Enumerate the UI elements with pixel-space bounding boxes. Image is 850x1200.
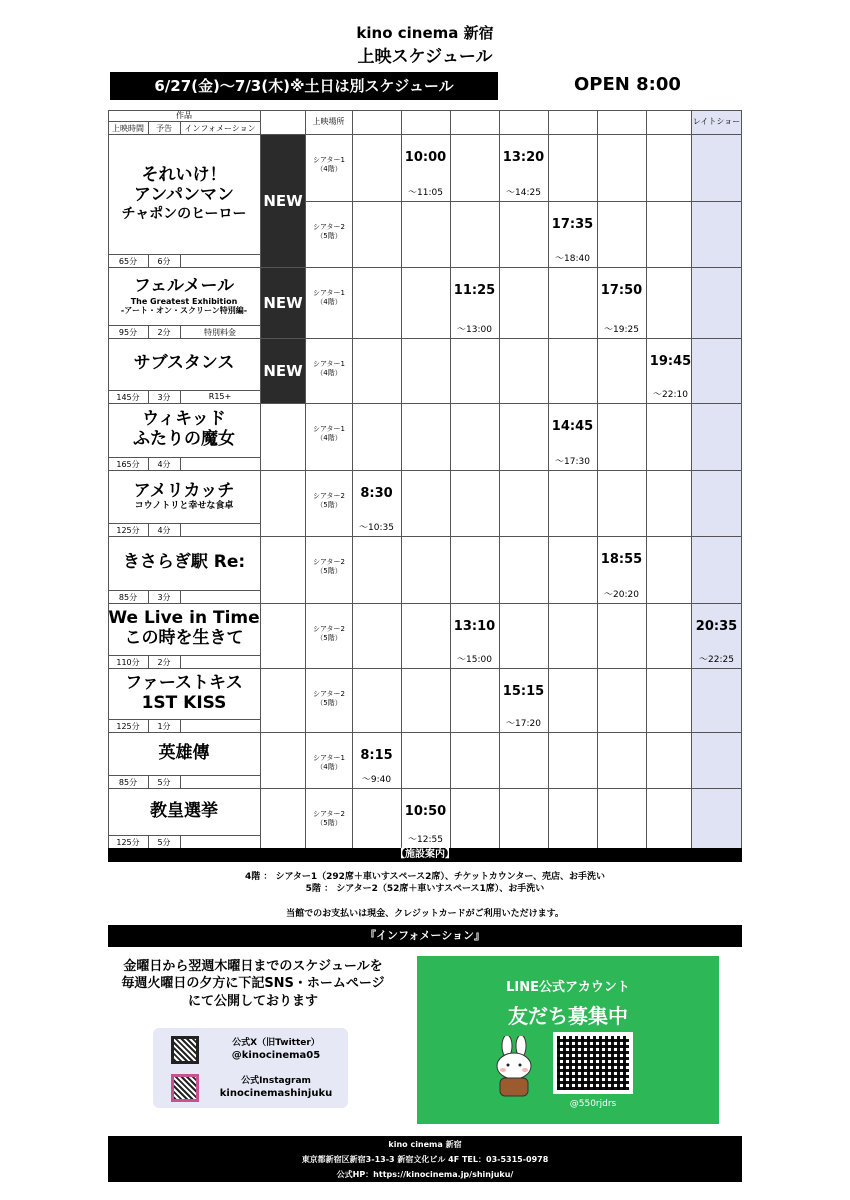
x-handle: @kinocinema05 — [231, 1050, 321, 1062]
film-title — [108, 732, 260, 775]
film-runtime: 125分 — [116, 526, 140, 535]
open-time: OPEN 8:00 — [574, 74, 681, 95]
grid-line — [305, 201, 742, 202]
theater-label — [306, 223, 352, 241]
theater-label — [306, 156, 352, 174]
information-heading: 『インフォメーション』 — [108, 925, 742, 947]
theater-floor: （4階） — [316, 164, 342, 173]
film-trailer: 4分 — [157, 460, 171, 469]
film-title-line: The Greatest Exhibition — [130, 296, 238, 306]
facility-floor5: 5階 ： シアター2（52席＋車いすスペース1席）、お手洗い — [305, 884, 545, 894]
showtime-end: ～20:20 — [604, 590, 639, 600]
grid-line — [180, 590, 181, 603]
header-work: 作品 — [176, 111, 192, 120]
grid-line — [180, 457, 181, 470]
schedule-grid — [108, 110, 742, 848]
footer-name: kino cinema 新宿 — [388, 1140, 462, 1149]
x-qr-code[interactable] — [171, 1036, 199, 1064]
showtime-end: ～12:55 — [408, 835, 443, 845]
line-account-panel — [417, 956, 719, 1124]
theater-floor: （5階） — [316, 633, 342, 642]
line-qr-code[interactable] — [553, 1032, 633, 1094]
theater-label — [306, 558, 352, 576]
grid-line — [108, 457, 260, 458]
showtime-end: ～22:25 — [699, 655, 734, 665]
theater-floor: （4階） — [316, 433, 342, 442]
showtime-end: ～15:00 — [457, 655, 492, 665]
instagram-account[interactable] — [211, 1075, 341, 1101]
new-badge: NEW — [263, 191, 303, 210]
grid-line — [260, 110, 261, 848]
film-title-line: きさらぎ駅 Re: — [122, 552, 246, 573]
film-trailer: 3分 — [157, 593, 171, 602]
instagram-label: 公式Instagram — [241, 1076, 311, 1086]
header-information: インフォメーション — [184, 124, 256, 133]
film-title-line: アンパンマン — [133, 184, 235, 205]
film-info: 特別料金 — [204, 328, 236, 337]
theater-name: シアター2 — [313, 223, 345, 231]
grid-line — [108, 121, 260, 122]
theater-name: シアター1 — [313, 754, 345, 762]
grid-line — [180, 254, 181, 267]
film-title — [108, 788, 260, 835]
grid-line — [108, 523, 260, 524]
showtime-end: ～19:25 — [604, 325, 639, 335]
film-trailer: 2分 — [157, 658, 171, 667]
film-title — [108, 338, 260, 390]
line-id: @550rjdrs — [569, 1099, 617, 1109]
instagram-handle: kinocinemashinjuku — [219, 1088, 333, 1100]
showtime-start: 20:35 — [695, 619, 738, 634]
line-cta: 友だち募集中 — [508, 1004, 628, 1028]
showtime-end: ～22:10 — [653, 390, 688, 400]
sns-box — [153, 1028, 348, 1108]
grid-line — [352, 110, 353, 848]
theater-name: シアター2 — [313, 810, 345, 818]
theater-floor: （5階） — [316, 231, 342, 240]
grid-line — [450, 110, 451, 848]
showtime-end: ～18:40 — [555, 254, 590, 264]
film-title — [108, 403, 260, 457]
grid-line — [741, 110, 742, 848]
header-venue: 上映場所 — [312, 117, 345, 126]
new-badge: NEW — [263, 361, 303, 380]
grid-line — [646, 110, 647, 848]
line-title: LINE公式アカウント — [506, 980, 630, 995]
header-late-show: レイトショー — [692, 117, 741, 126]
showtime-end: ～17:20 — [506, 719, 541, 729]
payment-note: 当館でのお支払いは現金、クレジットカードがご利用いただけます。 — [286, 909, 564, 919]
theater-label — [306, 360, 352, 378]
film-trailer: 1分 — [157, 722, 171, 731]
showtime-start: 14:45 — [551, 419, 594, 434]
date-range-banner: 6/27(金)～7/3(木)※土日は別スケジュール — [110, 72, 498, 100]
film-runtime: 95分 — [118, 328, 138, 337]
film-runtime: 145分 — [116, 393, 140, 402]
theater-name: シアター1 — [313, 425, 345, 433]
footer-homepage[interactable]: 公式HP：https://kinocinema.jp/shinjuku/ — [336, 1170, 514, 1179]
theater-label — [306, 690, 352, 708]
grid-line — [401, 110, 402, 848]
film-runtime: 165分 — [116, 460, 140, 469]
film-title-line: 教皇選挙 — [150, 800, 218, 821]
theater-name: シアター2 — [313, 558, 345, 566]
theater-label — [306, 625, 352, 643]
film-title — [108, 536, 260, 590]
grid-line — [597, 110, 598, 848]
theater-floor: （5階） — [316, 566, 342, 575]
theater-label — [306, 492, 352, 510]
showtime-start: 17:35 — [551, 217, 594, 232]
film-title-line: それいけ！ — [141, 165, 227, 186]
grid-line — [180, 523, 181, 536]
film-trailer: 5分 — [157, 778, 171, 787]
film-title-line: We Live in Time — [108, 608, 260, 629]
new-badge: NEW — [263, 293, 303, 312]
theater-floor: （4階） — [316, 762, 342, 771]
film-title-line: ファーストキス — [125, 672, 243, 693]
showtime-end: ～11:05 — [408, 188, 443, 198]
schedule-title: 上映スケジュール — [357, 47, 493, 67]
theater-floor: （5階） — [316, 818, 342, 827]
theater-name: シアター2 — [313, 625, 345, 633]
film-title-line: コウノトリと幸せな食卓 — [134, 501, 234, 512]
film-runtime: 65分 — [118, 257, 138, 266]
facility-floor4: 4階 ： シアター1（292席＋車いすスペース2席）、チケットカウンター、売店、お手洗い — [244, 872, 606, 882]
theater-floor: （4階） — [316, 297, 342, 306]
film-title — [108, 267, 260, 325]
grid-line — [180, 775, 181, 788]
grid-line — [108, 325, 260, 326]
theater-name: シアター1 — [313, 156, 345, 164]
showtime-end: ～17:30 — [555, 457, 590, 467]
film-title-line: 英雄傳 — [158, 742, 210, 763]
showtime-start: 8:30 — [360, 486, 393, 501]
showtime-start: 17:50 — [600, 283, 643, 298]
bunny-mascot-icon — [489, 1036, 539, 1098]
header-runtime: 上映時間 — [112, 124, 144, 133]
film-title-line: アメリカッチ — [133, 480, 235, 501]
theater-label — [306, 425, 352, 443]
showtime-start: 8:15 — [360, 748, 393, 763]
showtime-end: ～9:40 — [361, 775, 392, 785]
grid-line — [108, 254, 260, 255]
showtime-start: 15:15 — [502, 684, 545, 699]
showtime-start: 11:25 — [453, 283, 496, 298]
film-trailer: 5分 — [157, 838, 171, 847]
theater-floor: （4階） — [316, 368, 342, 377]
theater-name: シアター2 — [313, 492, 345, 500]
showtime-start: 13:10 — [453, 619, 496, 634]
film-title-line: チャポンのヒーロー — [121, 205, 247, 222]
grid-line — [691, 110, 692, 848]
x-account[interactable] — [211, 1037, 341, 1063]
film-title-line: この時を生きて — [124, 628, 244, 648]
film-title-line: -アート・オン・スクリーン特別編- — [120, 305, 248, 315]
footer-address: 東京都新宿区新宿3-13-3 新宿文化ビル 4F TEL：03-5315-0978 — [301, 1155, 549, 1164]
grid-line — [108, 835, 260, 836]
film-runtime: 85分 — [118, 778, 138, 787]
film-title — [108, 470, 260, 523]
theater-name: シアター1 — [313, 360, 345, 368]
grid-line — [108, 775, 260, 776]
grid-line — [180, 835, 181, 848]
film-title — [108, 603, 260, 655]
grid-line — [108, 655, 260, 656]
showtime-start: 19:45 — [649, 354, 692, 369]
showtime-start: 13:20 — [502, 150, 545, 165]
film-runtime: 85分 — [118, 593, 138, 602]
header-trailer: 予告 — [156, 124, 172, 133]
film-runtime: 110分 — [116, 658, 140, 667]
theater-floor: （5階） — [316, 500, 342, 509]
film-trailer: 4分 — [157, 526, 171, 535]
theater-name: シアター2 — [313, 690, 345, 698]
theater-label — [306, 289, 352, 307]
late-show-column — [691, 110, 742, 848]
notice-line: にて公開しております — [187, 993, 318, 1009]
grid-line — [180, 719, 181, 732]
film-title — [108, 134, 260, 254]
footer — [108, 1136, 742, 1182]
film-title-line: ウィキッド — [142, 409, 226, 430]
showtime-start: 10:50 — [404, 804, 447, 819]
showtime-end: ～10:35 — [359, 523, 394, 533]
theater-name: シアター1 — [313, 289, 345, 297]
notice-line: 毎週火曜日の夕方に下記SNS・ホームページ — [121, 976, 385, 992]
schedule-notice — [108, 958, 398, 1010]
film-trailer: 6分 — [157, 257, 171, 266]
theater-floor: （5階） — [316, 698, 342, 707]
film-info: R15+ — [208, 392, 232, 401]
showtime-end: ～14:25 — [506, 188, 541, 198]
instagram-qr-code[interactable] — [171, 1074, 199, 1102]
film-title — [108, 668, 260, 719]
facility-heading: 【施設案内】 — [108, 848, 742, 862]
grid-line — [499, 110, 500, 848]
showtime-start: 18:55 — [600, 552, 643, 567]
film-title-line: フェルメール — [133, 276, 235, 297]
film-title-line: 1ST KISS — [141, 692, 227, 713]
grid-line — [108, 719, 260, 720]
grid-line — [180, 655, 181, 668]
film-trailer: 2分 — [157, 328, 171, 337]
film-title-line: ふたりの魔女 — [133, 429, 235, 449]
film-trailer: 3分 — [157, 393, 171, 402]
theater-label — [306, 810, 352, 828]
theater-label — [306, 754, 352, 772]
grid-line — [305, 110, 306, 848]
film-title-line: サブスタンス — [133, 353, 235, 374]
showtime-start: 10:00 — [404, 150, 447, 165]
showtime-end: ～13:00 — [457, 325, 492, 335]
cinema-name: kino cinema 新宿 — [356, 24, 494, 42]
grid-line — [108, 590, 260, 591]
notice-line: 金曜日から翌週木曜日までのスケジュールを — [123, 959, 383, 974]
film-runtime: 125分 — [116, 838, 140, 847]
film-runtime: 125分 — [116, 722, 140, 731]
grid-line — [108, 390, 260, 391]
x-label: 公式X（旧Twitter） — [232, 1038, 320, 1048]
